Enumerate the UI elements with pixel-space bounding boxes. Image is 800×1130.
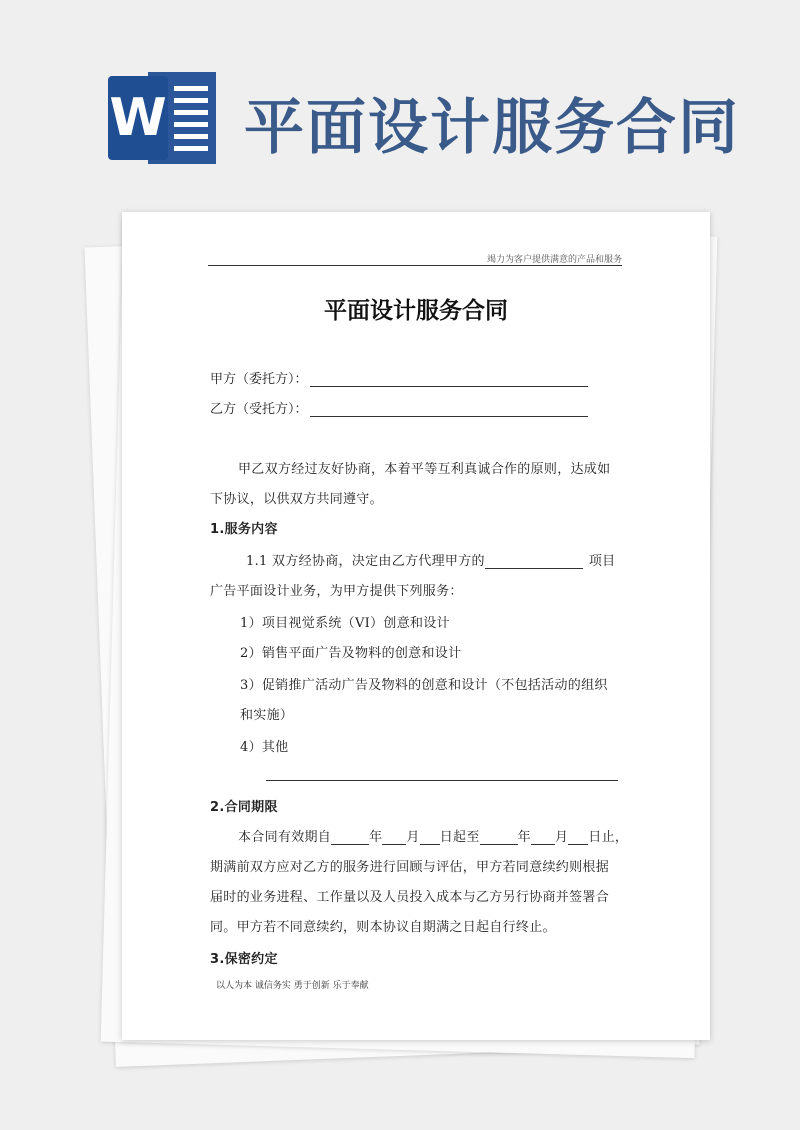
end-year-blank: [480, 830, 518, 845]
intro-line-1: 甲乙双方经过友好协商，本着平等互利真诚合作的原则，达成如: [238, 462, 611, 477]
document-page: [122, 212, 710, 1040]
clause-1-1-suffix: 项目: [588, 554, 616, 569]
section-2-heading: 2.合同期限: [210, 800, 278, 815]
party-b-blank: [310, 402, 588, 417]
word-icon: [108, 72, 216, 164]
footer-motto: 以人为本 诚信务实 勇于创新 乐于奉献: [216, 981, 369, 991]
banner: [0, 0, 800, 200]
term-year-label: 年: [369, 830, 383, 845]
service-item: 3）促销推广活动广告及物料的创意和设计（不包括活动的组织: [240, 678, 608, 693]
party-a-line: [210, 368, 588, 387]
service-item: 4）其他: [240, 740, 289, 755]
start-year-blank: [331, 830, 369, 845]
term-to-day-label: 日止，: [588, 830, 629, 845]
term-line-1: [238, 826, 628, 845]
banner-title: 平面设计服务合同: [244, 93, 740, 163]
service-item: 2）销售平面广告及物料的创意和设计: [240, 646, 462, 661]
end-month-blank: [531, 830, 555, 845]
header-rule: [208, 265, 622, 266]
clause-1-1-line-2: 广告平面设计业务，为甲方提供下列服务：: [210, 584, 463, 599]
term-line-2: 期满前双方应对乙方的服务进行回顾与评估，甲方若同意续约则根据: [210, 860, 610, 875]
term-month-label: 月: [554, 830, 569, 845]
section-1-heading: 1.服务内容: [210, 522, 278, 537]
intro-line-2: 下协议，以供双方共同遵守。: [210, 492, 383, 507]
term-line-3: 届时的业务进程、工作量以及人员投入成本与乙方另行协商并签署合: [210, 890, 610, 905]
term-month-label: 月: [406, 830, 420, 845]
start-day-blank: [420, 830, 440, 845]
word-letter: W: [108, 76, 168, 160]
service-item: 1）项目视觉系统（VI）创意和设计: [240, 616, 450, 631]
other-blank-line: [266, 780, 618, 781]
term-year-label: 年: [517, 830, 531, 845]
section-3-heading: 3.保密约定: [210, 952, 278, 967]
term-from-prefix: 本合同有效期自: [238, 830, 332, 845]
term-line-4: 同。甲方若不同意续约，则本协议自期满之日起自行终止。: [210, 920, 556, 935]
header-slogan: 竭力为客户提供满意的产品和服务: [486, 255, 622, 265]
party-a-label: 甲方（委托方）：: [210, 372, 308, 387]
end-day-blank: [568, 830, 588, 845]
start-month-blank: [382, 830, 406, 845]
service-item-continued: 和实施）: [240, 708, 294, 723]
clause-1-1: [246, 550, 615, 569]
party-b-line: [210, 398, 588, 417]
term-from-day-label: 日起至: [439, 830, 480, 845]
clause-1-1-prefix: 1.1 双方经协商，决定由乙方代理甲方的: [246, 554, 485, 569]
party-b-label: 乙方（受托方）：: [210, 402, 308, 417]
project-blank: [485, 554, 583, 569]
party-a-blank: [310, 372, 588, 387]
document-title: 平面设计服务合同: [324, 298, 508, 324]
